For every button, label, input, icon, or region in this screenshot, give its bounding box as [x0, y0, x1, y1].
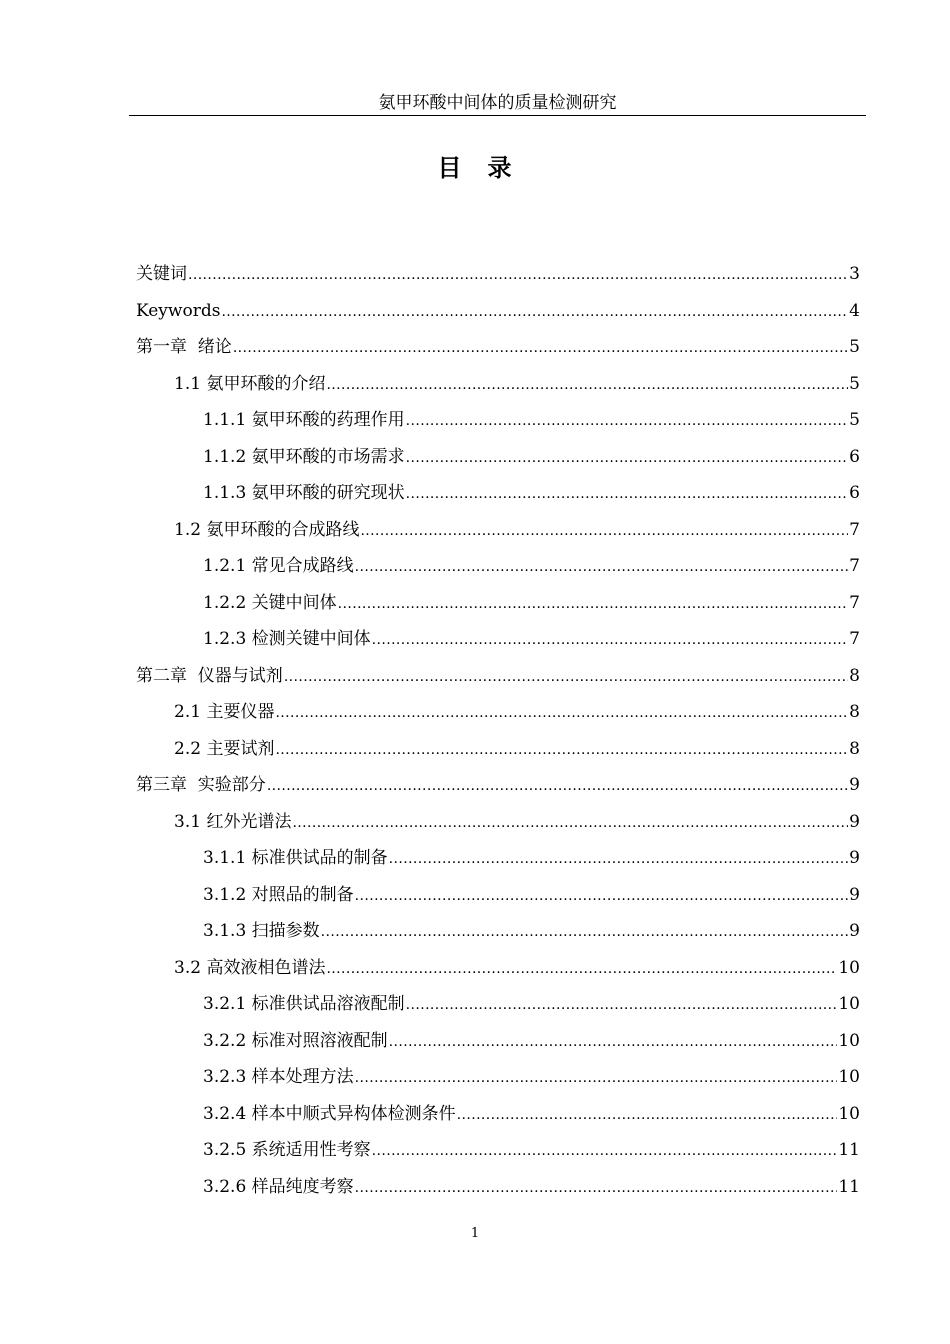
toc-entry[interactable]	[136, 956, 860, 993]
toc-entry-page: 5	[849, 410, 860, 430]
toc-entry-label: 第三章 实验部分	[136, 775, 266, 795]
toc-dot-leader	[233, 336, 848, 360]
toc-entry-label: 3.1.1 标准供试品的制备	[203, 848, 388, 868]
toc-dot-leader	[284, 665, 848, 689]
toc-entry-label: 1.1.2 氨甲环酸的市场需求	[203, 446, 405, 467]
toc-entry-label: 1.2.1 常见合成路线	[203, 556, 354, 576]
toc-entry[interactable]	[136, 664, 860, 701]
toc-entry-label: 1.2.2 关键中间体	[203, 592, 337, 613]
toc-entry-label: 3.2 高效液相色谱法	[174, 957, 326, 978]
toc-entry[interactable]	[136, 810, 860, 847]
toc-dot-leader	[326, 373, 848, 397]
toc-entry-page: 7	[849, 556, 860, 576]
toc-dot-leader	[406, 446, 849, 470]
toc-entry-label: 3.2.6 样品纯度考察	[203, 1176, 354, 1197]
toc-entry-page: 10	[838, 1067, 860, 1087]
toc-dot-leader	[267, 774, 848, 798]
toc-dot-leader	[389, 847, 849, 871]
table-of-contents	[136, 262, 860, 1211]
toc-entry[interactable]	[136, 335, 860, 372]
toc-dot-leader	[338, 592, 849, 616]
toc-entry-label: 2.2 主要试剂	[174, 738, 275, 759]
toc-entry-page: 9	[849, 921, 860, 941]
toc-dot-leader	[292, 811, 848, 835]
toc-dot-leader	[406, 482, 849, 506]
toc-entry-label: 3.1.2 对照品的制备	[203, 884, 354, 905]
toc-entry-label: 3.1 红外光谱法	[174, 811, 292, 832]
toc-dot-leader	[221, 300, 848, 324]
toc-entry[interactable]	[136, 700, 860, 737]
page-title: 目 录	[437, 154, 513, 182]
toc-dot-leader	[372, 1139, 838, 1163]
toc-entry-label: 1.1 氨甲环酸的介绍	[174, 373, 326, 394]
toc-entry-page: 7	[849, 519, 860, 540]
toc-entry-label: 第二章 仪器与试剂	[136, 665, 283, 686]
toc-entry[interactable]	[136, 992, 860, 1029]
toc-entry[interactable]	[136, 1102, 860, 1139]
toc-entry[interactable]	[136, 518, 860, 555]
toc-dot-leader	[326, 957, 837, 981]
toc-entry[interactable]	[136, 408, 860, 445]
toc-entry[interactable]	[136, 445, 860, 482]
toc-entry-label: 2.1 主要仪器	[174, 702, 275, 722]
toc-entry-page: 9	[849, 811, 860, 832]
toc-entry-page: 9	[849, 848, 860, 868]
toc-entry-label: 1.2.3 检测关键中间体	[203, 629, 371, 649]
toc-entry[interactable]	[136, 919, 860, 956]
toc-dot-leader	[389, 1030, 838, 1054]
toc-dot-leader	[355, 555, 849, 579]
toc-dot-leader	[275, 738, 848, 762]
toc-entry-page: 10	[838, 957, 860, 978]
toc-entry-page: 10	[838, 1030, 860, 1051]
toc-entry-page: 7	[849, 629, 860, 649]
toc-entry-label: 1.2 氨甲环酸的合成路线	[174, 519, 360, 540]
toc-entry-label: 3.2.3 样本处理方法	[203, 1067, 354, 1087]
toc-dot-leader	[360, 519, 848, 543]
page-number: 1	[470, 1226, 480, 1241]
toc-entry-page: 11	[838, 1176, 860, 1197]
toc-entry[interactable]	[136, 773, 860, 810]
toc-entry[interactable]	[136, 591, 860, 628]
toc-entry-label: 3.2.1 标准供试品溶液配制	[203, 994, 405, 1014]
toc-entry-page: 11	[838, 1140, 860, 1160]
toc-entry[interactable]	[136, 372, 860, 409]
toc-entry[interactable]	[136, 299, 860, 336]
toc-entry-label: Keywords	[136, 300, 221, 321]
toc-entry-page: 8	[849, 738, 860, 759]
toc-entry[interactable]	[136, 554, 860, 591]
toc-entry-label: 3.1.3 扫描参数	[203, 921, 320, 941]
toc-entry-page: 3	[849, 264, 860, 284]
toc-entry-page: 9	[849, 884, 860, 905]
toc-entry-page: 5	[849, 337, 860, 357]
toc-entry[interactable]	[136, 883, 860, 920]
toc-entry[interactable]	[136, 1138, 860, 1175]
toc-dot-leader	[355, 1176, 838, 1200]
running-header: 氨甲环酸中间体的质量检测研究	[378, 93, 617, 113]
toc-entry[interactable]	[136, 1065, 860, 1102]
toc-entry-page: 8	[849, 702, 860, 722]
toc-dot-leader	[355, 1066, 838, 1090]
toc-entry-label: 3.2.2 标准对照溶液配制	[203, 1030, 388, 1051]
toc-entry-page: 7	[849, 592, 860, 613]
toc-entry-label: 关键词	[136, 264, 187, 284]
toc-entry[interactable]	[136, 1175, 860, 1212]
toc-dot-leader	[188, 263, 848, 287]
toc-entry-page: 8	[849, 665, 860, 686]
toc-dot-leader	[355, 884, 849, 908]
toc-entry-page: 6	[849, 446, 860, 467]
toc-entry-label: 1.1.3 氨甲环酸的研究现状	[203, 483, 405, 503]
toc-dot-leader	[372, 628, 849, 652]
toc-entry-page: 10	[838, 994, 860, 1014]
toc-entry[interactable]	[136, 627, 860, 664]
toc-entry[interactable]	[136, 262, 860, 299]
toc-entry[interactable]	[136, 737, 860, 774]
toc-dot-leader	[406, 409, 849, 433]
toc-entry-page: 4	[849, 300, 860, 321]
header-rule	[129, 115, 866, 116]
toc-entry-label: 1.1.1 氨甲环酸的药理作用	[203, 410, 405, 430]
toc-dot-leader	[321, 920, 849, 944]
toc-entry-page: 9	[849, 775, 860, 795]
toc-entry-label: 3.2.4 样本中顺式异构体检测条件	[203, 1103, 456, 1124]
toc-entry[interactable]	[136, 1029, 860, 1066]
toc-entry-label: 第一章 绪论	[136, 337, 232, 357]
toc-entry[interactable]	[136, 846, 860, 883]
toc-dot-leader	[275, 701, 848, 725]
toc-dot-leader	[406, 993, 838, 1017]
toc-entry-page: 10	[838, 1103, 860, 1124]
toc-entry-label: 3.2.5 系统适用性考察	[203, 1140, 371, 1160]
toc-dot-leader	[457, 1103, 838, 1127]
toc-entry-page: 5	[849, 373, 860, 394]
toc-entry[interactable]	[136, 481, 860, 518]
toc-entry-page: 6	[849, 483, 860, 503]
